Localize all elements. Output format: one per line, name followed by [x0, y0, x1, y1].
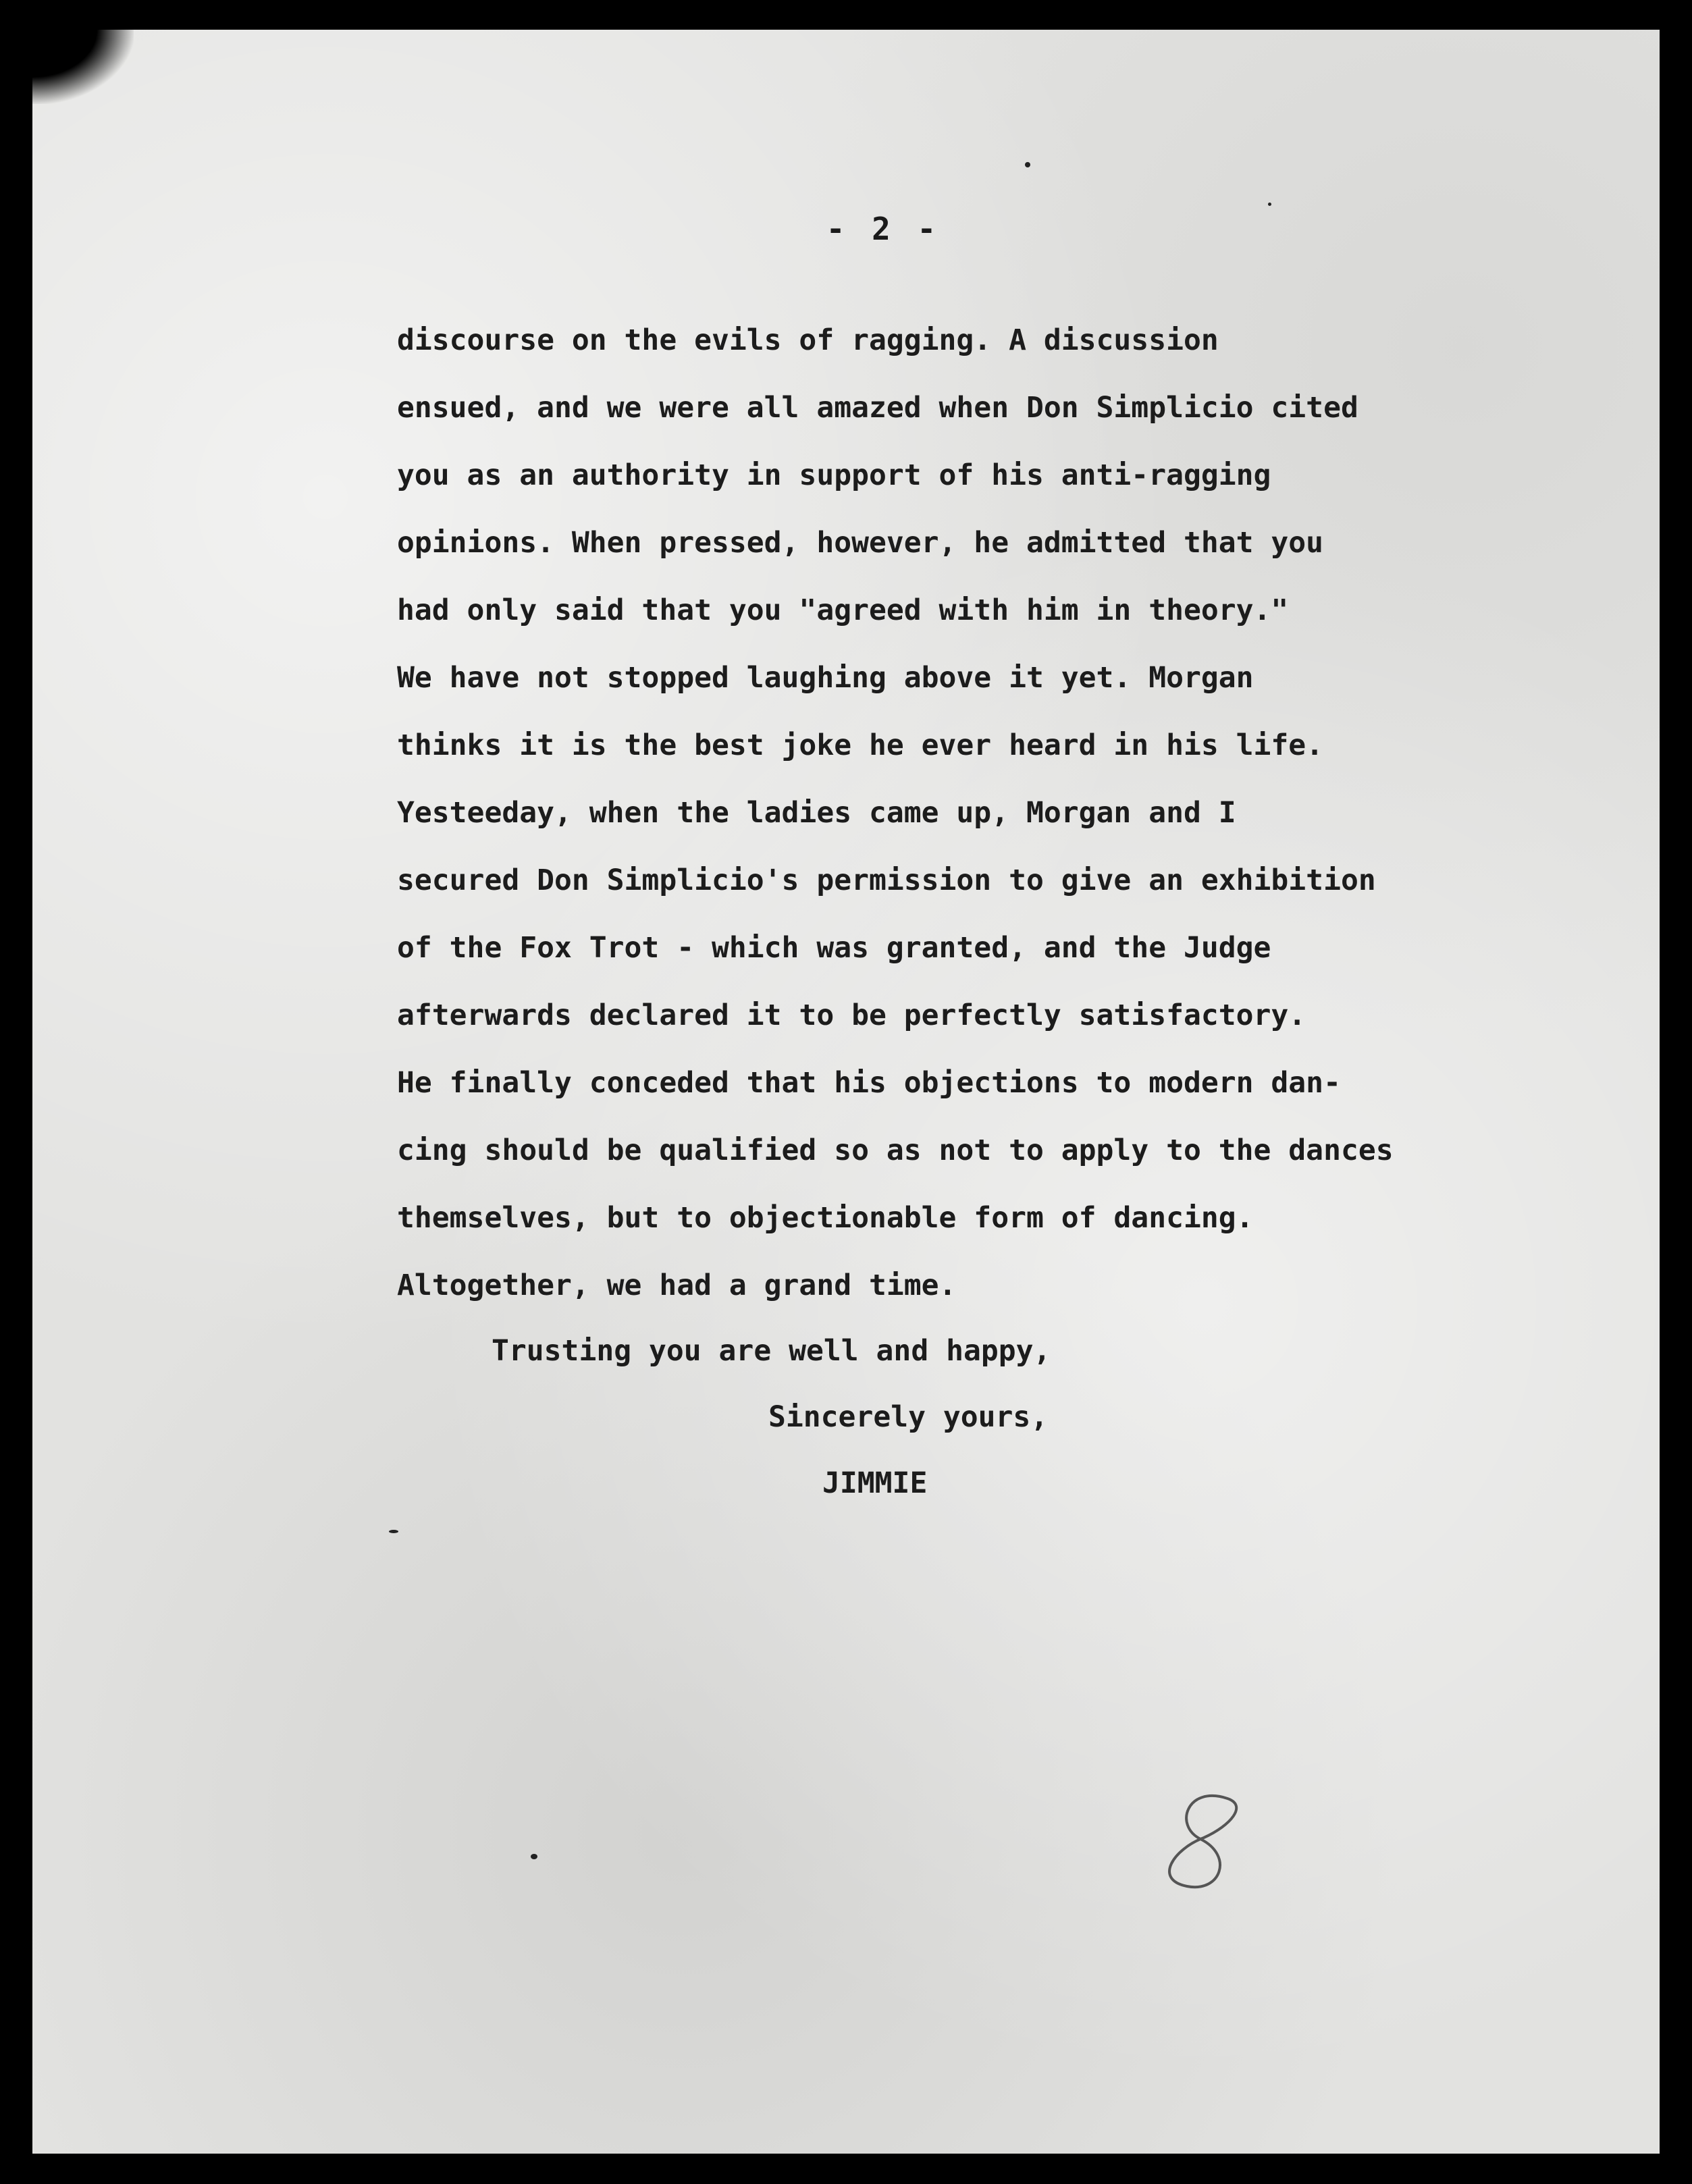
letter-line: thinks it is the best joke he ever heard in his life.	[397, 728, 1324, 762]
ink-speck	[1268, 203, 1271, 206]
letter-line: Yesteeday, when the ladies came up, Morgan and I	[397, 796, 1236, 830]
ink-speck	[1025, 162, 1030, 167]
ink-speck	[389, 1530, 398, 1533]
letter-line: cing should be qualified so as not to apply to the dances	[397, 1134, 1394, 1167]
letter-line: ensued, and we were all amazed when Don Simplicio cited	[397, 391, 1358, 425]
letter-line: afterwards declared it to be perfectly satisfactory.	[397, 998, 1306, 1032]
letter-line: discourse on the evils of ragging. A discussion	[397, 323, 1219, 357]
document-page	[32, 30, 1660, 2154]
ink-speck	[531, 1854, 537, 1859]
signature: JIMMIE	[822, 1466, 928, 1500]
letter-line: you as an authority in support of his anti-ragging	[397, 458, 1271, 492]
letter-line: of the Fox Trot - which was granted, and the Judge	[397, 931, 1271, 965]
letter-line: We have not stopped laughing above it yet. Morgan	[397, 661, 1254, 695]
page-number: - 2 -	[826, 211, 941, 247]
closing-line: Trusting you are well and happy,	[492, 1334, 1051, 1368]
letter-line: opinions. When pressed, however, he admitted that you	[397, 526, 1324, 560]
letter-line: had only said that you "agreed with him in theory."	[397, 593, 1289, 627]
letter-line: themselves, but to objectionable form of dancing.	[397, 1201, 1254, 1235]
letter-line: secured Don Simplicio's permission to give an exhibition	[397, 863, 1376, 897]
letter-line: He finally conceded that his objections to modern dan-	[397, 1066, 1341, 1100]
handwritten-page-mark	[1146, 1785, 1254, 1900]
letter-line: Altogether, we had a grand time.	[397, 1269, 957, 1302]
letter-body	[397, 307, 1491, 1319]
signoff: Sincerely yours,	[768, 1400, 1049, 1434]
torn-corner	[32, 30, 134, 104]
